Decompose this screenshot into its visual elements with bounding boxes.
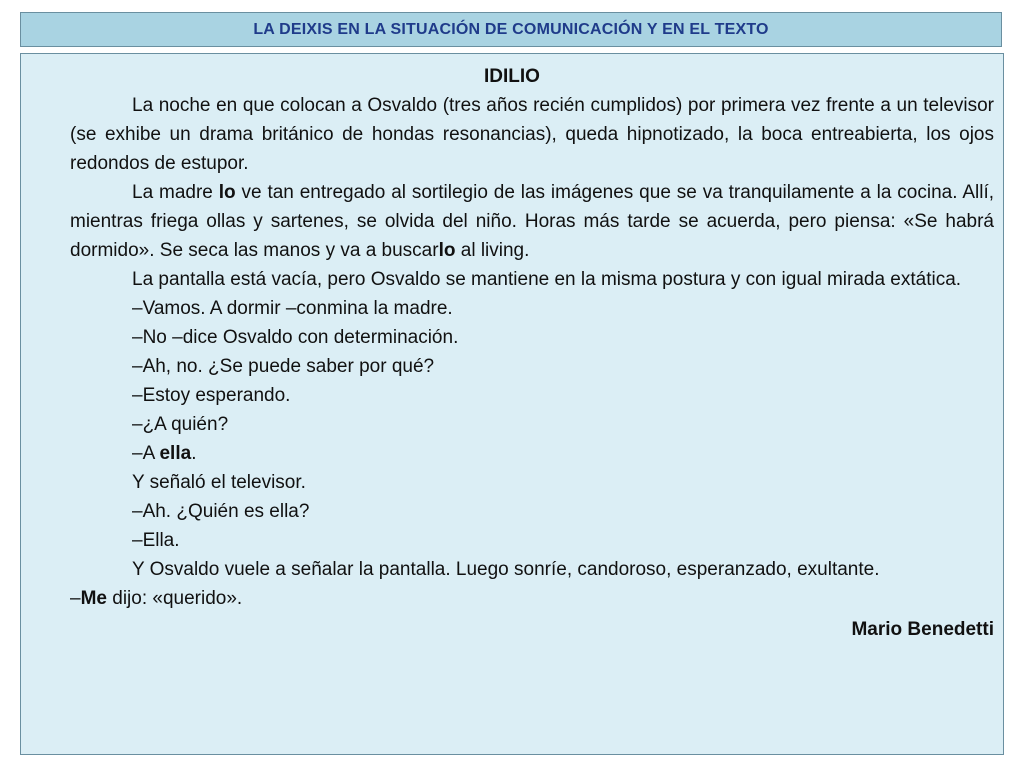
deictic-me: Me <box>80 588 107 609</box>
dialogue-line-3: –Ah, no. ¿Se puede saber por qué? <box>132 356 435 377</box>
dialogue-line-2: –No –dice Osvaldo con determinación. <box>132 327 459 348</box>
paragraph-2 <box>70 178 994 265</box>
dialogue-line-6 <box>70 439 994 468</box>
paragraph-3: La pantalla está vacía, pero Osvaldo se mantiene en la misma postura y con igual mirada extática. <box>132 269 962 290</box>
author-name: Mario Benedetti <box>851 619 994 640</box>
slide-title-bar <box>20 12 1002 47</box>
dialogue-line-10: Y Osvaldo vuele a señalar la pantalla. Luego sonríe, candoroso, esperanzado, exultante. <box>132 559 880 580</box>
paragraph-2-part-e: al living. <box>455 240 530 261</box>
final-line-c: dijo: «querido». <box>106 588 243 609</box>
dialogue-line-6-a: –A <box>132 443 160 464</box>
final-line-a: – <box>70 588 81 609</box>
deictic-ella: ella <box>159 443 192 464</box>
dialogue-line-5: –¿A quién? <box>132 414 229 435</box>
paragraph-1: La noche en que colocan a Osvaldo (tres años recién cumplidos) por primera vez frente a un televisor (se exhibe un drama británico de hondas resonancias), queda hipnotizado, la boca entreabierta, los ojos redondos de estupor. <box>70 95 994 174</box>
dialogue-line-1: –Vamos. A dormir –conmina la madre. <box>132 298 453 319</box>
paragraph-2-part-a: La madre <box>132 182 219 203</box>
dialogue-line-7: Y señaló el televisor. <box>132 472 306 493</box>
paragraph-2-part-c: ve tan entregado al sortilegio de las imágenes que se va tranquilamente a la cocina. Allí, mientras friega ollas y sartenes, se olvida del niño. Horas más tarde se acuerda, pero piensa: «Se habrá dormido». Se seca las manos y va a buscar <box>70 182 995 261</box>
deictic-lo-2: lo <box>438 240 456 261</box>
dialogue-line-8: –Ah. ¿Quién es ella? <box>132 501 310 522</box>
dialogue-line-6-c: . <box>191 443 197 464</box>
dialogue-line-4: –Estoy esperando. <box>132 385 291 406</box>
text-panel <box>20 53 1004 755</box>
slide-title: LA DEIXIS EN LA SITUACIÓN DE COMUNICACIÓN Y EN EL TEXTO <box>253 20 769 38</box>
story-title: IDILIO <box>484 66 540 87</box>
final-line <box>70 584 994 613</box>
deictic-lo-1: lo <box>218 182 236 203</box>
dialogue-line-9: –Ella. <box>132 530 180 551</box>
